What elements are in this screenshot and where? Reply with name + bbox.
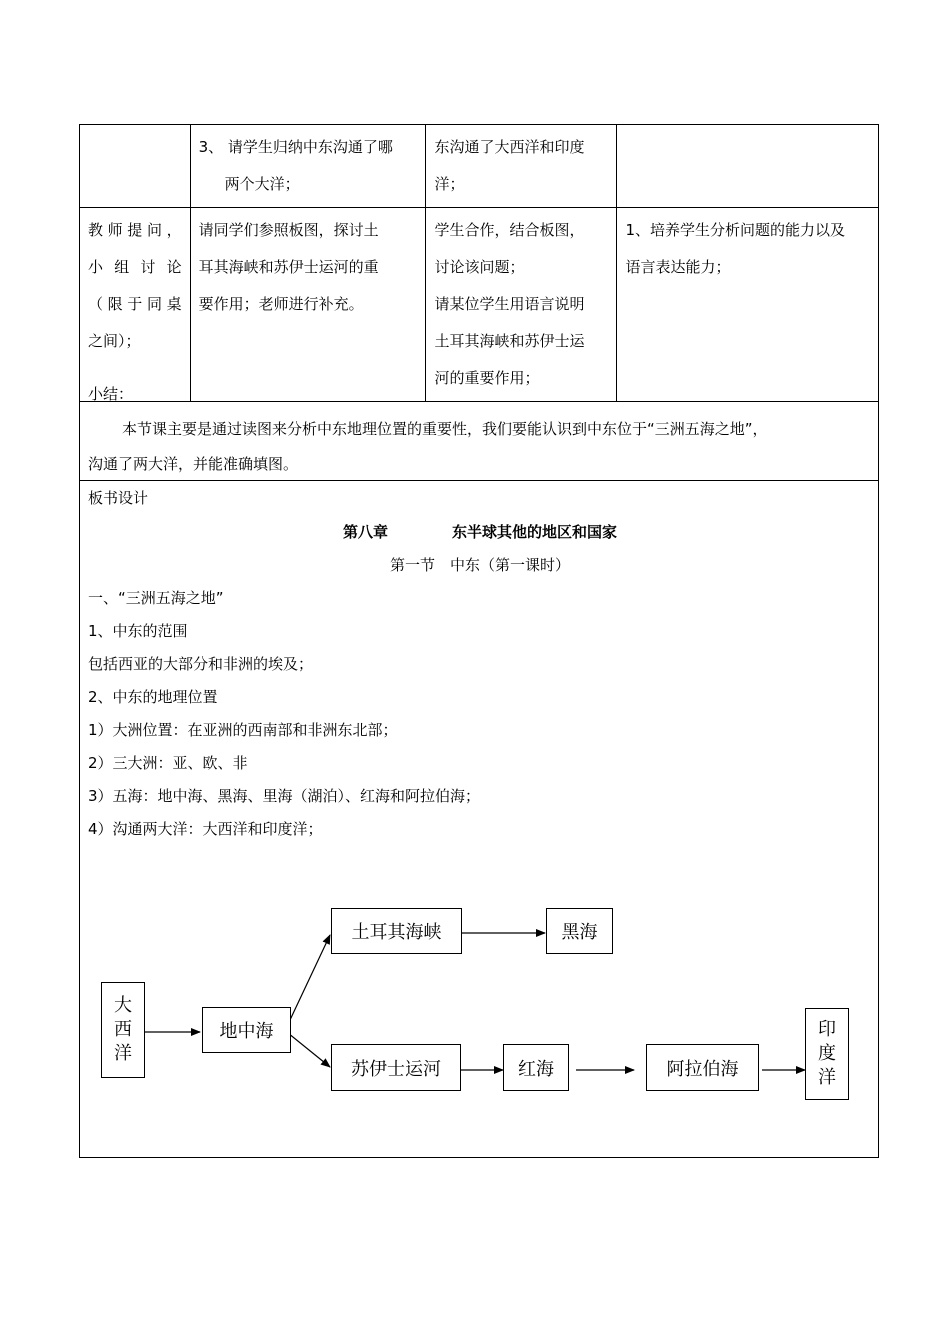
cell-text: 3、 请学生归纳中东沟通了哪 — [198, 138, 393, 156]
board-line: 3）五海：地中海、黑海、里海（湖泊）、红海和阿拉伯海； — [88, 787, 481, 805]
cell-text: 东沟通了大西洋和印度 — [434, 138, 585, 156]
box-char: 大 — [114, 995, 132, 1016]
cell-text: 请同学们参照板图，探讨土 — [198, 221, 379, 239]
red-sea-box: 红海 — [503, 1044, 569, 1091]
box-char: 度 — [818, 1043, 836, 1064]
cell-text: 语言表达能力； — [625, 258, 731, 276]
indian-ocean-box — [805, 1008, 849, 1100]
cell-text: 两个大洋； — [224, 175, 300, 193]
mediterranean-box: 地中海 — [202, 1007, 291, 1053]
cell-text: 洋； — [434, 175, 465, 193]
summary-text: 沟通了两大洋，并能准确填图。 — [88, 455, 299, 473]
box-char: 洋 — [114, 1043, 132, 1064]
suez-canal-box: 苏伊士运河 — [331, 1044, 461, 1091]
board-title: 板书设计 — [88, 489, 149, 507]
box-char: 印 — [818, 1019, 836, 1040]
chapter-title: 东半球其他的地区和国家 — [452, 523, 618, 541]
cell-text: 土耳其海峡和苏伊士运 — [434, 332, 585, 350]
black-sea-box: 黑海 — [546, 908, 613, 954]
section-heading: 第一节 中东（第一课时） — [389, 556, 570, 574]
cell-text: 河的重要作用； — [434, 369, 540, 387]
cell-text: 1、培养学生分析问题的能力以及 — [625, 221, 846, 239]
cell-text: 请某位学生用语言说明 — [434, 295, 585, 313]
cell-text: （限于同桌 — [88, 295, 182, 313]
summary-title: 小结： — [88, 385, 134, 403]
cell-text: 小 组 讨 论 — [88, 258, 182, 276]
cell-text: 耳其海峡和苏伊士运河的重 — [198, 258, 379, 276]
board-line: 4）沟通两大洋：大西洋和印度洋； — [88, 820, 323, 838]
cell-text: 讨论该问题； — [434, 258, 525, 276]
board-line: 1）大洲位置：在亚洲的西南部和非洲东北部； — [88, 721, 398, 739]
box-char: 洋 — [818, 1067, 836, 1088]
cell-text: 教师提问， — [88, 221, 182, 239]
board-line: 2、中东的地理位置 — [88, 688, 218, 706]
board-line: 包括西亚的大部分和非洲的埃及； — [88, 655, 314, 673]
chapter-number: 第八章 — [342, 523, 388, 541]
atlantic-ocean-box — [101, 982, 145, 1078]
arrow-mediterranean-to-turkish-strait — [290, 935, 330, 1020]
summary-text: 本节课主要是通过读图来分析中东地理位置的重要性，我们要能认识到中东位于“三洲五海之地”， — [122, 420, 768, 438]
box-char: 西 — [114, 1019, 132, 1040]
arabian-sea-box: 阿拉伯海 — [646, 1044, 759, 1091]
board-line: 1、中东的范围 — [88, 622, 188, 640]
cell-text: 要作用；老师进行补充。 — [198, 295, 364, 313]
cell-text: 之间）； — [88, 332, 141, 350]
cell-text: 学生合作，结合板图， — [434, 221, 585, 239]
board-line: 一、“三洲五海之地” — [88, 589, 224, 607]
board-line: 2）三大洲：亚、欧、非 — [88, 754, 248, 772]
turkish-strait-box: 土耳其海峡 — [331, 908, 462, 954]
